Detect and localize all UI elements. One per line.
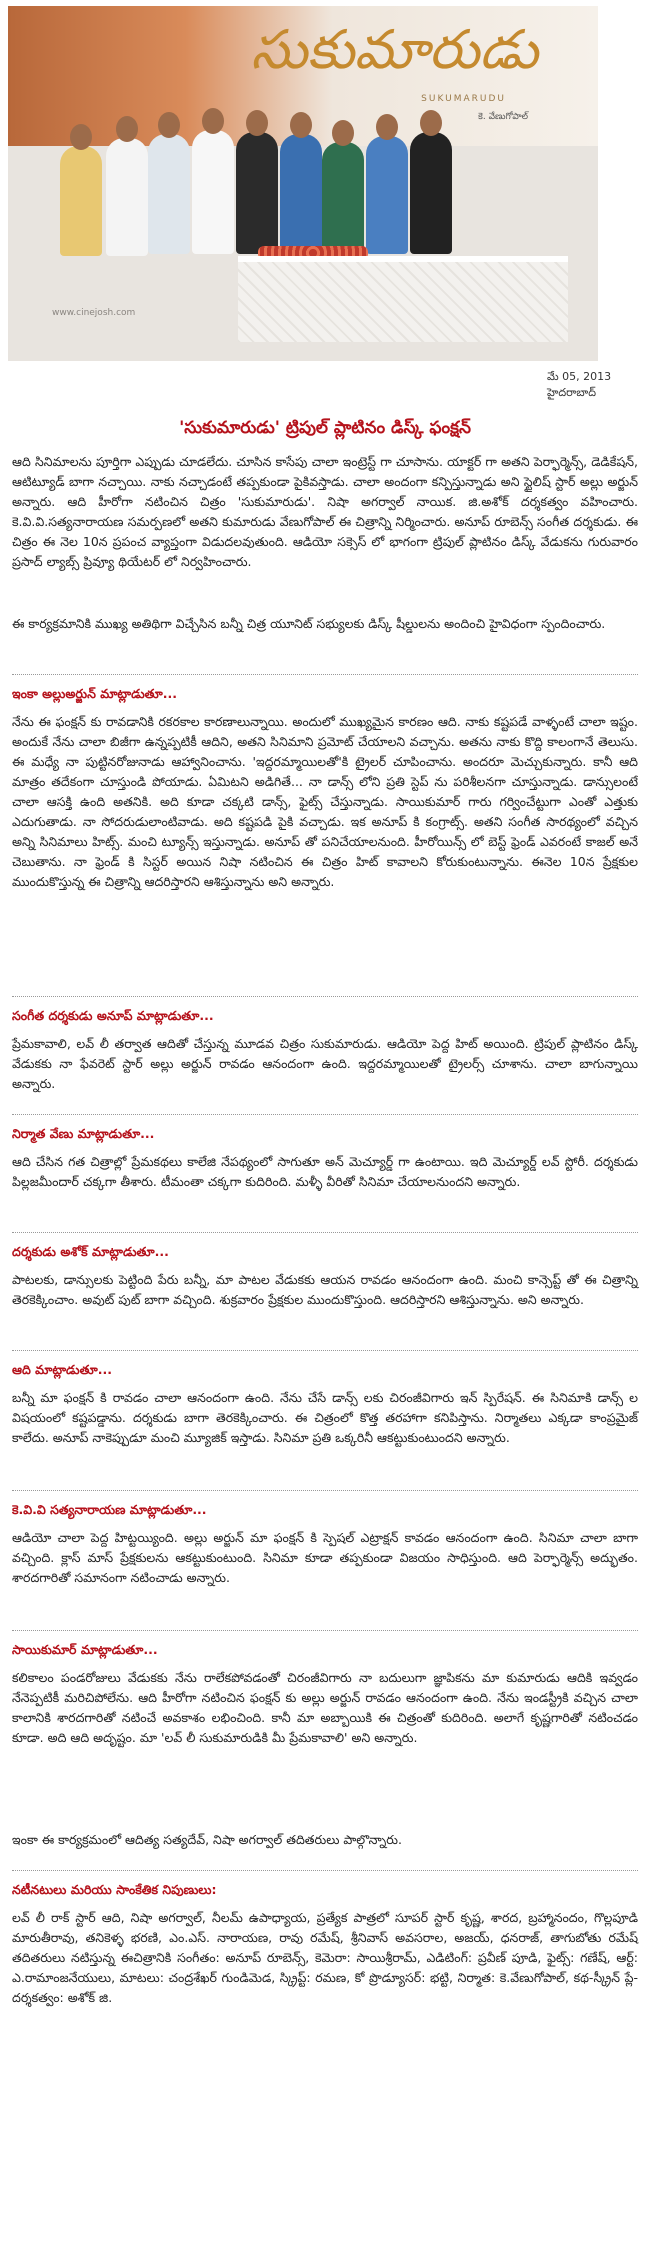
- person-head: [116, 116, 138, 142]
- person-figure: [106, 138, 148, 256]
- person-head: [376, 114, 398, 140]
- intro-paragraph: ఆది సినిమాలను పూర్తిగా ఎప్పుడు చూడలేదు. చూసిన కాసేపు చాలా ఇంట్రెస్ట్ గా చూసాను. యాక్టర్ గా అతని పెర్ఫార్మెన్స్, డెడికేషన్, ఆటిట్యూడ్ బాగా నచ్చాయి. నాకు నచ్చాడంటే తప్పకుండా పైకివస్తాడు. చాలా అందంగా కన్పిస్తున్నాడు అని స్టైలిష్ స్టార్ అల్లు అర్జున్ అన్నారు. ఆది హీరోగా నటించిన చిత్రం 'సుకుమారుడు'. నిషా అగర్వాల్ నాయిక. జి.అశోక్ దర్శకత్వం వహించారు. కె.వి.వి.సత్యనారాయణ సమర్పణలో అతని కుమారుడు వేణుగోపాల్ ఈ చిత్రాన్ని నిర్మించారు. అనూప్ రూబెన్స్ సంగీత దర్శకుడు. ఈ చిత్రం ఈ నెల 10న ప్రపంచ వ్యాప్తంగా విడుదలవుతుంది. ఆడియో సక్సెస్ లో భాగంగా ట్రిపుల్ ప్లాటినం డిస్క్ వేడుకను గురువారం ప్రసాద్ ల్యాబ్స్ ప్రివ్యూ థియేటర్ లో నిర్వహించారు.: [12, 454, 638, 569]
- event-table: [238, 256, 568, 342]
- person-head: [158, 112, 180, 138]
- article-location: హైదరాబాద్: [547, 386, 596, 399]
- section-heading: సాయికుమార్ మాట్లాడుతూ...: [12, 1642, 158, 1657]
- divider: [12, 1630, 638, 1631]
- section-heading: ఇంకా అల్లుఅర్జున్ మాట్లాడుతూ...: [12, 686, 177, 701]
- divider: [12, 1232, 638, 1233]
- section-text: పాటలకు, డాన్సులకు పెట్టింది పేరు బన్నీ, మా పాటల వేడుకకు ఆయన రావడం ఆనందంగా ఉంది. మంచి కాన్సెప్ట్ తో ఈ చిత్రాన్ని తెరకెక్కించాం. అవుట్ పుట్ బాగా వచ్చింది. శుక్రవారం ప్రేక్షకుల ముందుకొస్తుంది. ఆదరిస్తారని ఆశిస్తున్నాను. అని అన్నారు.: [12, 1272, 638, 1307]
- article-date: మే 05, 2013: [547, 370, 612, 383]
- person-figure: [192, 130, 234, 254]
- divider: [12, 1490, 638, 1491]
- section-heading: సంగీత దర్శకుడు అనూప్ మాట్లాడుతూ...: [12, 1008, 214, 1023]
- person-figure: [60, 146, 102, 256]
- section-text: నేను ఈ ఫంక్షన్ కు రావడానికి రకరకాల కారణాలున్నాయి. అందులో ముఖ్యమైన కారణం ఆది. నాకు కష్టపడే వాళ్ళంటే చాలా ఇష్టం. అందుకే నేను చాలా బిజీగా ఉన్నప్పటికీ ఆదిని, అతని సినిమాని ప్రమోట్ చేయాలని వచ్చాను. అతను నాకు కొద్ది కాలంగానే తెలుసు. ఈ మధ్యే నా పుట్టినరోజునాడు ఆహ్వానించాను. 'ఇద్దరమ్మాయిలతో'కి ట్రైలర్ చూపించాను. అందరూ మెచ్చుకున్నారు. కానీ ఆది మాత్రం తదేకంగా చూస్తుండి పోయాడు. ఏమిటని అడిగితే... నా డాన్స్ లోని ప్రతి స్టెప్ ను పరిశీలనగా చూస్తున్నాడు. డాన్సులంటే చాలా ఆసక్తి ఉంది అతనికి. అది కూడా చక్కటి డాన్స్, ఫైట్స్ చేస్తున్నాడు. సాయికుమార్ గారు గర్వించేట్టుగా ఎంతో ఎత్తుకు ఎదుగుతాడు. నా సోదరుడులాంటివాడు. అది కష్టపడి పైకి వచ్చాడు. ఇక అనూప్ కి కంగ్రాట్స్. అతని సంగీత సారథ్యంలో వచ్చిన అన్ని సినిమాలు హిట్స్. మంచి ట్యూన్స్ ఇస్తున్నాడు. అనూప్ తో పనిచేయాలనుంది. హీరోయిన్స్ లో బెస్ట్ ఫ్రెండ్ ఎవరంటే కాజల్ అనే చెబుతాను. నా ఫ్రెండ్ కి సిస్టర్ అయిన నిషా నటించిన ఈ చిత్రం హిట్ కావాలని కోరుకుంటున్నాను. ఈనెల 10న ప్రేక్షకుల ముందుకొస్తున్న ఈ చిత్రాన్ని ఆదరిస్తారని ఆశిస్తున్నాను అని అన్నారు.: [12, 714, 638, 889]
- section-text: ఇంకా ఈ కార్యక్రమంలో ఆదిత్య సత్యదేవ్, నిషా అగర్వాల్ తదితరులు పాల్గొన్నారు.: [12, 1832, 402, 1847]
- photo-watermark: www.cinejosh.com: [52, 308, 136, 318]
- person-figure: [148, 134, 190, 254]
- person-figure: [366, 136, 408, 254]
- article-title: 'సుకుమారుడు' ట్రిపుల్ ప్లాటినం డిస్క్ ఫంక్షన్: [179, 418, 471, 438]
- banner-subtitle: SUKUMARUDU: [421, 94, 506, 104]
- intro-paragraph: ఈ కార్యక్రమానికి ముఖ్య అతిథిగా విచ్చేసిన బన్నీ చిత్ర యూనిట్ సభ్యులకు డిస్క్ షీల్డులను అందించి హైవిధంగా స్పందించారు.: [12, 616, 606, 631]
- section-heading: నిర్మాత వేణు మాట్లాడుతూ...: [12, 1126, 155, 1141]
- person-head: [70, 124, 92, 150]
- divider: [12, 1350, 638, 1351]
- credits-text: లవ్ లీ రాక్ స్టార్ ఆది, నిషా అగర్వాల్, నీలమ్ ఉపాధ్యాయ, ప్రత్యేక పాత్రలో సూపర్ స్టార్ కృష్ణ, శారద, బ్రహ్మానందం, గొల్లపూడి మారుతీరావు, తనికెళ్ళ భరణి, ఎం.ఎస్. నారాయణ, రావు రమేష్, శ్రీనివాస్ అవసరాల, అజయ్, ధనరాజ్, తాగుబోతు రమేష్ తదితరులు నటిస్తున్న ఈచిత్రానికి సంగీతం: అనూప్ రూబెన్స్, కెమెరా: సాయిశ్రీరామ్, ఎడిటింగ్: ప్రవీణ్ పూడి, ఫైట్స్: గణేష్, ఆర్ట్: ఎ.రామాంజనేయులు, మాటలు: చంద్రశేఖర్ గుండిమెడ, స్క్రిప్ట్: రమణ, కో ప్రొడ్యూసర్: భట్టి, నిర్మాత: కె.వేణుగోపాల్, కథ-స్క్రీన్ ప్లే- దర్శకత్వం: అశోక్ జి.: [12, 1910, 638, 2005]
- banner-title: సుకుమారుడు: [250, 18, 538, 81]
- divider: [12, 1870, 638, 1871]
- person-head: [332, 120, 354, 146]
- person-head: [202, 108, 224, 134]
- person-head: [246, 110, 268, 136]
- section-heading: ఆది మాట్లాడుతూ...: [12, 1362, 112, 1377]
- section-text: ఆది చేసిన గత చిత్రాల్లో ప్రేమకథలు కాలేజి నేపథ్యంలో సాగుతూ అన్ మెచ్యూర్డ్ గా ఉంటాయి. ఇది మెచ్యూర్డ్ లవ్ స్టోరీ. దర్శకుడు పిల్లజమీందార్ చక్కగా తీశారు. టీమంతా చక్కగా కుదిరింది. మళ్ళీ వీరితో సినిమా చేయాలనుందని అన్నారు.: [12, 1154, 638, 1189]
- divider: [12, 996, 638, 997]
- person-head: [290, 112, 312, 138]
- event-photo: [8, 6, 598, 361]
- section-text: బన్నీ మా ఫంక్షన్ కి రావడం చాలా ఆనందంగా ఉంది. నేను చేసే డాన్స్ లకు చిరంజీవిగారు ఇన్ స్పిరేషన్. ఈ సినిమాకి డాన్స్ ల విషయంలో కష్టపడ్డాను. దర్శకుడు బాగా తెరకెక్కించారు. ఈ చిత్రంలో కొత్త తరహాగా కనిపిస్తాను. నిర్మాతలు ఎక్కడా కాంప్రమైజ్ కాలేదు. అనూప్ నాకెప్పుడూ మంచి మ్యూజిక్ ఇస్తాడు. సినిమా ప్రతి ఒక్కరినీ ఆకట్టుకుంటుందని అన్నారు.: [12, 1390, 638, 1445]
- person-figure: [236, 132, 278, 254]
- divider: [12, 1114, 638, 1115]
- section-heading: నటీనటులు మరియు సాంకేతిక నిపుణులు:: [12, 1882, 217, 1897]
- section-text: ప్రేమకావాలి, లవ్ లీ తర్వాత ఆదితో చేస్తున్న మూడవ చిత్రం సుకుమారుడు. ఆడియో పెద్ద హిట్ అయింది. ట్రిపుల్ ప్లాటినం డిస్క్ వేడుకకు నా ఫేవరెట్ స్టార్ అల్లు అర్జున్ రావడం ఆనందంగా ఉంది. ఇద్దరమ్మాయిలతో ట్రైలర్స్ చూశాను. చాలా బాగున్నాయి అన్నారు.: [12, 1036, 638, 1091]
- section-heading: కె.వి.వి సత్యనారాయణ మాట్లాడుతూ...: [12, 1502, 207, 1517]
- section-text: కలికాలం పండరోజులు వేడుకకు నేను రాలేకపోవడంతో చిరంజీవిగారు నా బదులుగా జ్ఞాపికను మా కుమారుడు ఆదికి ఇవ్వడం నేనెప్పటికీ మరిచిపోలేను. ఆది హీరోగా నటించిన ఫంక్షన్ కు అల్లు అర్జున్ రావడం ఆనందంగా ఉంది. నేను ఇండస్ట్రీకి వచ్చిన చాలా కాలానికి శారదగారితో నటించే అవకాశం లభించింది. కానీ మా అబ్బాయికి ఈ చిత్రంతో కుదిరింది. అలాగే కృష్ణగారితో నటించడం కూడా. అది ఆది అదృష్టం. మా 'లవ్ లీ సుకుమారుడికి మీ ప్రేమకావాలి' అని అన్నారు.: [12, 1670, 638, 1745]
- banner-credit: కె. వేణుగోపాల్: [478, 112, 528, 122]
- person-figure: [280, 134, 322, 254]
- person-figure: [410, 132, 452, 254]
- person-figure: [322, 142, 364, 254]
- section-text: ఆడియో చాలా పెద్ద హిట్టయ్యింది. అల్లు అర్జున్ మా ఫంక్షన్ కి స్పెషల్ ఎట్రాక్షన్ కావడం ఆనందంగా ఉంది. సినిమా చాలా బాగా వచ్చింది. క్లాస్ మాస్ ప్రేక్షకులను ఆకట్టుకుంటుంది. సినిమా కూడా తప్పకుండా విజయం సాధిస్తుంది. ఆది పెర్ఫార్మెన్స్ అద్భుతం. శారదగారితో సమానంగా నటించాడు అన్నారు.: [12, 1530, 638, 1585]
- section-heading: దర్శకుడు అశోక్ మాట్లాడుతూ...: [12, 1244, 169, 1259]
- person-head: [420, 110, 442, 136]
- divider: [12, 674, 638, 675]
